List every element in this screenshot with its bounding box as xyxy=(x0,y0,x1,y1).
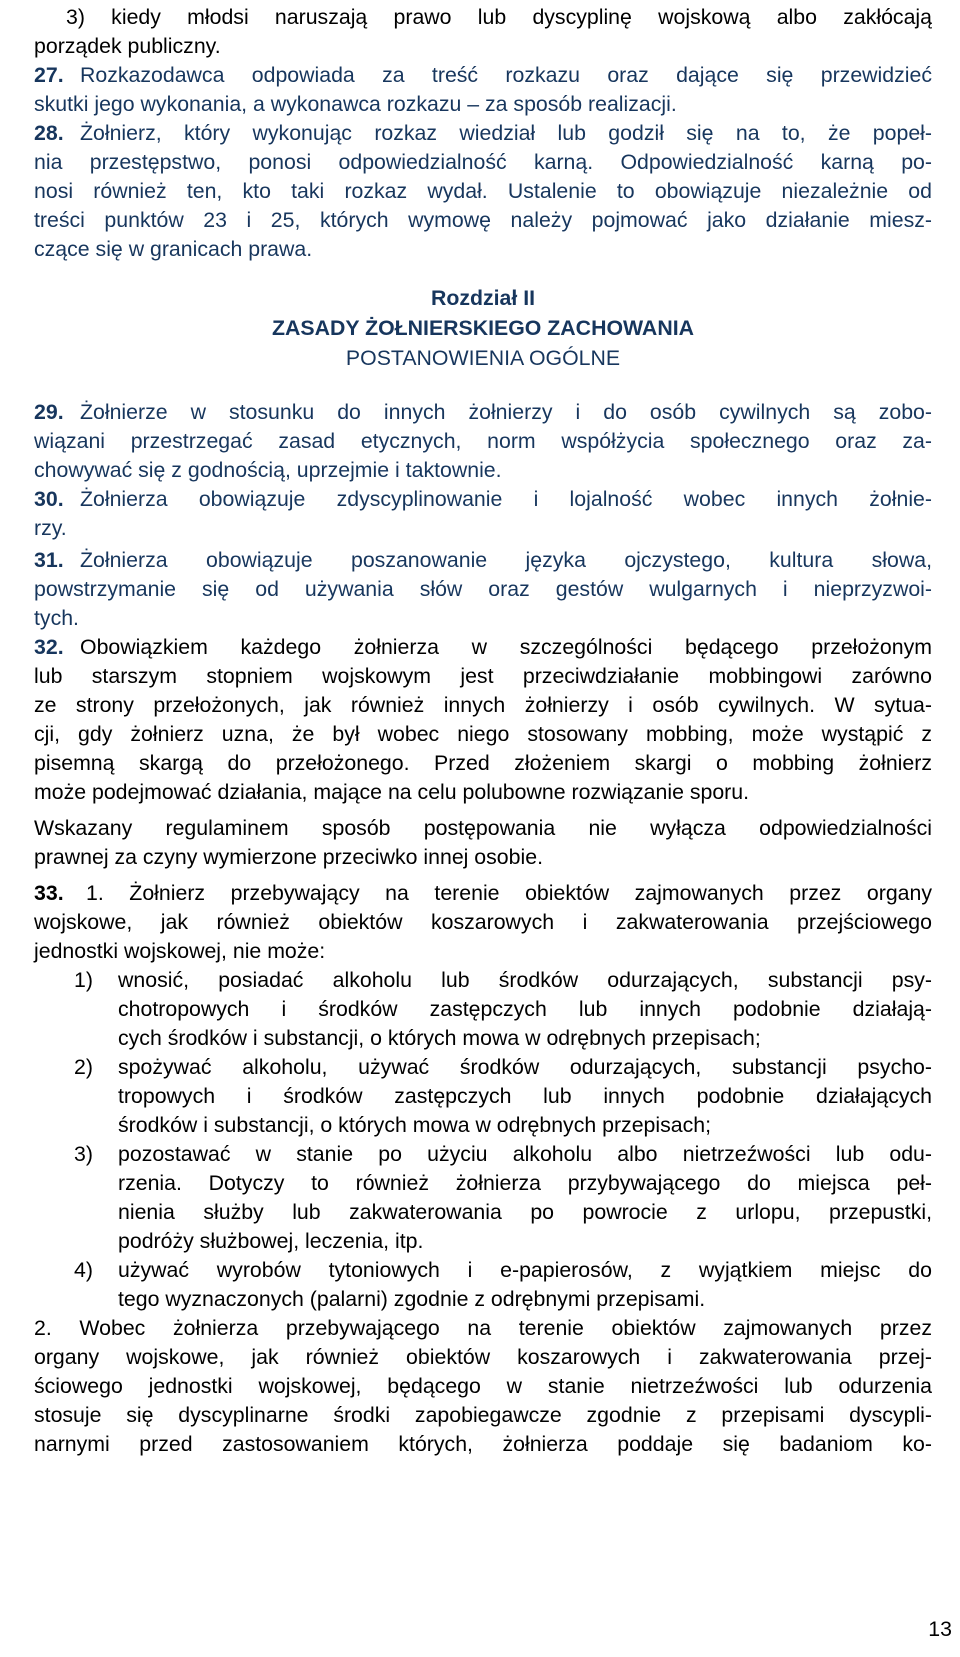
list-item-continuation: porządek publiczny. xyxy=(34,34,221,58)
paragraph-28-line: nosi również ten, kto taki rozkaz wydał. Ustalenie to obowiązuje niezależnie od xyxy=(34,179,932,203)
paragraph-32-line: pisemną skargą do przełożonego. Przed złożeniem skargi o mobbing żołnierz xyxy=(34,751,932,775)
paragraph-31-line: powstrzymanie się od używania słów oraz gestów wulgarnych i nieprzyzwoi- xyxy=(34,577,932,601)
paragraph-33-line: wojskowe, jak również obiektów koszarowych i zakwaterowania przejściowego xyxy=(34,910,932,934)
paragraph-29-line: wiązani przestrzegać zasad etycznych, norm współżycia społecznego oraz za- xyxy=(34,429,932,453)
paragraph-33-line: 33. 1. Żołnierz przebywający na terenie obiektów zajmowanych przez organy xyxy=(34,878,932,908)
paragraph-31-line: tych. xyxy=(34,606,79,630)
paragraph-number: 28. xyxy=(34,121,64,145)
paragraph-28-line: nia przestępstwo, ponosi odpowiedzialność karną. Odpowiedzialność karną po- xyxy=(34,150,932,174)
list-marker: 4) xyxy=(74,1258,93,1282)
paragraph-29-line: 29. Żołnierze w stosunku do innych żołnierzy i do osób cywilnych są zobo- xyxy=(34,397,932,427)
paragraph-28-line: treści punktów 23 i 25, których wymowę należy pojmować jako działanie miesz- xyxy=(34,208,932,232)
paragraph-32-line: ze strony przełożonych, jak również innych żołnierzy i osób cywilnych. W sytua- xyxy=(34,693,932,717)
list-item-line: spożywać alkoholu, używać środków odurzających, substancji psycho- xyxy=(118,1055,932,1079)
paragraph-33-2-line: 2. Wobec żołnierza przebywającego na terenie obiektów zajmowanych przez xyxy=(34,1316,932,1340)
list-marker: 2) xyxy=(74,1055,93,1079)
paragraph-number: 30. xyxy=(34,487,64,511)
list-item-line: cych środków i substancji, o których mowa w odrębnych przepisach; xyxy=(118,1026,761,1050)
list-item-line: podróży służbowej, leczenia, itp. xyxy=(118,1229,424,1253)
list-item-line: pozostawać w stanie po użyciu alkoholu albo nietrzeźwości lub odu- xyxy=(118,1142,932,1166)
list-item-line: chotropowych i środków zastępczych lub innych podobnie działają- xyxy=(118,997,932,1021)
paragraph-33-line: jednostki wojskowej, nie może: xyxy=(34,939,326,963)
list-item-line: środków i substancji, o których mowa w odrębnych przepisach; xyxy=(118,1113,712,1137)
paragraph-28-line: czące się w granicach prawa. xyxy=(34,237,313,261)
paragraph-32-line: prawnej za czyny wymierzone przeciwko innej osobie. xyxy=(34,845,543,869)
list-item-continuation: 3) kiedy młodsi naruszają prawo lub dyscyplinę wojskową albo zakłócają xyxy=(66,5,932,29)
paragraph-32-line: lub starszym stopniem wojskowym jest przeciwdziałanie mobbingowi zarówno xyxy=(34,664,932,688)
paragraph-32-line: Wskazany regulaminem sposób postępowania nie wyłącza odpowiedzialności xyxy=(34,816,932,840)
paragraph-30-line: rzy. xyxy=(34,516,67,540)
paragraph-number: 31. xyxy=(34,548,64,572)
paragraph-number: 29. xyxy=(34,400,64,424)
chapter-title: Rozdział II xyxy=(430,286,536,310)
paragraph-32-line: może podejmować działania, mające na celu polubowne rozwiązanie sporu. xyxy=(34,780,750,804)
paragraph-30-line: 30. Żołnierza obowiązuje zdyscyplinowanie i lojalność wobec innych żołnie- xyxy=(34,484,932,514)
list-item-line: tropowych i środków zastępczych lub innych podobnie działających xyxy=(118,1084,932,1108)
paragraph-33-2-line: ściowego jednostki wojskowej, będącego w stanie nietrzeźwości lub odurzenia xyxy=(34,1374,932,1398)
paragraph-31-line: 31. Żołnierza obowiązuje poszanowanie języka ojczystego, kultura słowa, xyxy=(34,545,932,575)
paragraph-32-line: 32. Obowiązkiem każdego żołnierza w szczególności będącego przełożonym xyxy=(34,632,932,662)
list-item-line: nienia służby lub zakwaterowania po powrocie z urlopu, przepustki, xyxy=(118,1200,932,1224)
paragraph-33-2-line: organy wojskowe, jak również obiektów koszarowych i zakwaterowania przej- xyxy=(34,1345,932,1369)
list-item-line: używać wyrobów tytoniowych i e-papierosów, z wyjątkiem miejsc do xyxy=(118,1258,932,1282)
paragraph-27-line: 27. Rozkazodawca odpowiada za treść rozkazu oraz dające się przewidzieć xyxy=(34,60,932,90)
paragraph-32-line: cji, gdy żołnierz uzna, że był wobec niego stosowany mobbing, może wystąpić z xyxy=(34,722,932,746)
list-marker: 1) xyxy=(74,968,93,992)
paragraph-33-2-line: stosuje się dyscyplinarne środki zapobiegawcze zgodnie z przepisami dyscypli- xyxy=(34,1403,932,1427)
page-number: 13 xyxy=(928,1617,952,1641)
list-item-line: rzenia. Dotyczy to również żołnierza przybywającego do miejsca peł- xyxy=(118,1171,932,1195)
paragraph-29-line: chowywać się z godnością, uprzejmie i taktownie. xyxy=(34,458,502,482)
section-title: POSTANOWIENIA OGÓLNE xyxy=(345,346,621,370)
paragraph-27-line: skutki jego wykonania, a wykonawca rozkazu – za sposób realizacji. xyxy=(34,92,677,116)
chapter-subtitle: ZASADY ŻOŁNIERSKIEGO ZACHOWANIA xyxy=(271,316,694,340)
paragraph-number: 33. xyxy=(34,881,64,905)
paragraph-number: 32. xyxy=(34,635,64,659)
paragraph-number: 27. xyxy=(34,63,64,87)
paragraph-33-2-line: narnymi przed zastosowaniem których, żołnierza poddaje się badaniom ko- xyxy=(34,1432,932,1456)
paragraph-28-line: 28. Żołnierz, który wykonując rozkaz wiedział lub godził się na to, że popeł- xyxy=(34,118,932,148)
list-marker: 3) xyxy=(74,1142,93,1166)
list-item-line: wnosić, posiadać alkoholu lub środków odurzających, substancji psy- xyxy=(118,968,932,992)
list-item-line: tego wyznaczonych (palarni) zgodnie z odrębnymi przepisami. xyxy=(118,1287,706,1311)
